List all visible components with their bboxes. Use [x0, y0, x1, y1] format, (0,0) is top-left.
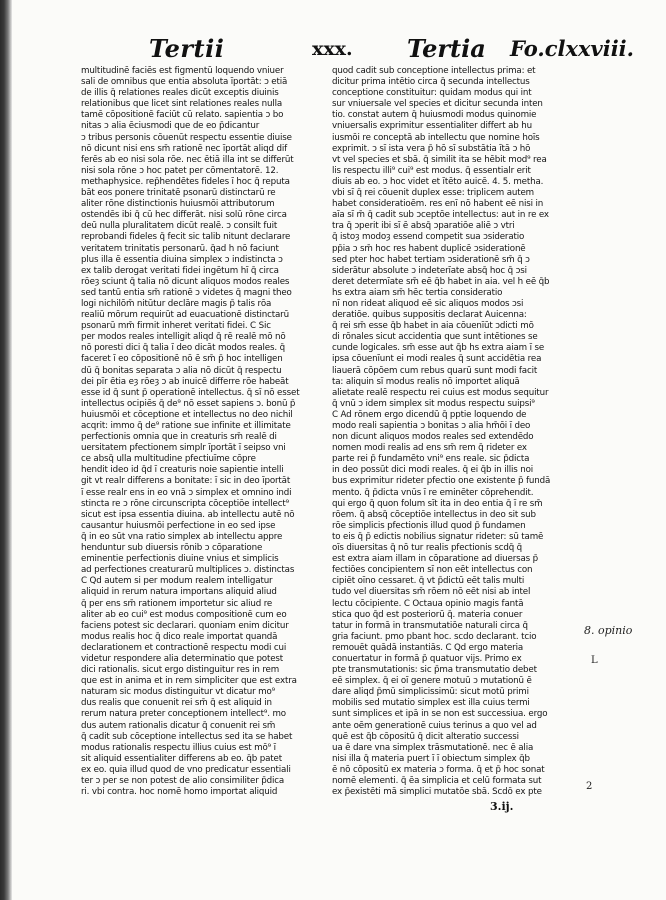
- text-line: veritatem trinitatis personarū. q̄ad h̄ nō faciunt: [81, 243, 279, 254]
- right-text-column: [332, 66, 578, 798]
- text-line: modo reali sapientia ↄ bonitas ↄ alia hm̄ōi ī deo: [332, 421, 531, 431]
- running-header: [12, 30, 666, 70]
- text-line: ex p̄existēti mā simplici mutatōe sbā. Scdō ex pte: [332, 787, 542, 798]
- text-line: rōem. q̄ absq̄ cōceptiōe intellectus in deo sit sub: [332, 509, 536, 520]
- text-line: relationibus que licet sint relationes reales nulla: [81, 99, 283, 110]
- text-line: ī esse realr ens in eo vnā ↄ simplex et omnino indi: [81, 487, 292, 498]
- text-line: to eis q̄ p̄ edictis nobilius signatur rideter: sū tamē: [332, 531, 544, 542]
- text-line: q̄ cadit sub cōceptione intellectus sed ita se habet: [81, 731, 293, 742]
- text-line: rerum natura preter conceptionem intellect⁹. mo: [81, 709, 286, 720]
- text-line: aliter rōne distinctionis huiusmōi attributorum: [81, 199, 275, 210]
- text-line: tamē cōpositionē faciūt cū relato. sapientia ↄ bo: [81, 110, 284, 121]
- text-line: q̄ per ens sm̄ rationem importetur sic aliud re: [81, 598, 273, 609]
- text-line: nisi illa q̄ materia puert ī ī obiectum simplex q̄b: [332, 753, 530, 764]
- text-line: aliter ab eo cui⁹ est modus compositionē cum eo: [81, 609, 287, 620]
- margin-mark-l: L: [591, 655, 598, 666]
- text-line: perfectionis omnia que in creaturis sm̄ realē di: [81, 432, 277, 443]
- text-line: ostendēs ibi q̄ cū hec differāt. nisi solū rōne circa: [81, 210, 287, 221]
- text-line: dus realis que conuenit rei sm̄ q̄ est aliquid in: [81, 698, 272, 709]
- text-line: realiū mōrum requirūt ad euacuationē distinctarū: [81, 310, 289, 321]
- text-line: conuertatur in formā p̄ quatuor vijs. P̄rimo ex: [332, 653, 522, 664]
- text-line: q̄ in eo sūt vna ratio simplex ab intellectu appre: [81, 531, 283, 542]
- text-line: ex talib̄ derogat veritati fidei ingētum hī q̄ circa: [81, 265, 279, 276]
- text-line: alietate realē respectu rei cuius est modus sequitur: [332, 387, 549, 398]
- text-line: stincta re ↄ rōne circunscripta cōceptiōe intellect⁹: [81, 498, 289, 509]
- text-line: aliquid in rerum natura importans aliquid aliud: [81, 587, 277, 598]
- text-line: remouēt quādā instantiās. C Qd̄ ergo materia: [332, 642, 524, 653]
- text-line: parte rei p̄ fundamēto vni⁹ ens reale. sic p̄dicta: [332, 454, 530, 465]
- text-line: git vt realr differens a bonitate: ī sic in deo īportāt: [81, 476, 291, 487]
- text-line: logi nichilōm̄ nitūtur declāre magis p̄ talis rōa: [81, 298, 272, 309]
- text-line: mobilis sed mutatio simplex est illa cuius termi: [332, 698, 530, 709]
- text-line: conceptione constituitur: quidam modus qui int: [332, 88, 532, 99]
- text-line: causantur huiusmōi perfectione in eo sed ipse: [81, 520, 276, 531]
- text-line: ua ē dare vna simplex trāsmutationē. nec ē alia: [332, 742, 534, 753]
- header-middle: Tertia: [407, 34, 486, 63]
- text-line: ante oēm generationē cuius terinus a quo vel ad: [332, 720, 537, 731]
- text-line: ex eo. quia illud quod de vno predicatur essentiali: [81, 764, 291, 775]
- text-line: fectiōes concipientem sī non eēt intellectus con: [332, 565, 533, 576]
- text-line: sur vniuersale vel species et dicitur secunda inten: [332, 99, 543, 110]
- text-line: rōeȝ sciunt q̄ talia nō dicunt aliquos modos reales: [81, 276, 290, 287]
- text-line: intellectus ocipiēs q̄ de⁹ nō esset sapiens ↄ. bonū p̄: [81, 398, 296, 409]
- text-line: multitudinē faciēs est figmentū loquendo vniuer: [81, 66, 284, 76]
- text-line: per modos reales intelligit aliqd q̄ rē realē mō nō: [81, 332, 286, 343]
- text-line: dare aliqd p̄mū simplicissimū: sicut motū primi: [332, 687, 529, 698]
- text-line: bāt eos ponere trinitatē psonarū distinctarū re: [81, 188, 276, 199]
- text-line: quē est q̄b cōpositū q̄ dicit alteratio successi: [332, 731, 519, 742]
- text-line: deū nulla pluralitatem dicūt realē. ↄ consilt fuit: [81, 221, 278, 232]
- text-line: habet consideratioēm. res enī nō habent eē nisi in: [332, 199, 544, 210]
- text-line: tudo vel diuersitas sm̄ rōem nō eēt nisi ab intel: [332, 587, 531, 598]
- text-line: est extra aiam illam in cōparatione ad diuersas p̄: [332, 554, 539, 565]
- text-line: liauerā cōpōem cum rebus quarū sunt modi facit: [332, 365, 538, 376]
- text-line: ad perfectiones creaturarū multiplices ↄ. distinctas: [81, 565, 295, 576]
- text-line: deret determīate sm̄ eē q̄b habet in aia. vel h̄ eē q̄b: [332, 276, 550, 287]
- margin-note-opinio: 8. opinio: [584, 624, 633, 637]
- text-line: methaphysice. rep̄hendētes fideles ī hoc q̄ reputa: [81, 176, 290, 187]
- text-line: sed tantū entia sm̄ rationē ↄ videtes q̄ magni theo: [81, 287, 292, 298]
- text-line: iusmōi re conceptā ab intellectu que nomine hoīs: [332, 132, 540, 143]
- text-line: exprimit. ↄ sī ista vera p̄ hō sī substātia ītā ↄ hō: [332, 143, 531, 154]
- text-line: di rōnales sicut accidentia que sunt intētiones se: [332, 332, 538, 343]
- text-line: nomē elementi. q̄ ēa simplicia et celū formata sut: [332, 776, 542, 786]
- text-line: nomen modi realis ad ens sm̄ rem q̄ rideter ex: [332, 443, 527, 454]
- header-left: Tertii: [149, 34, 225, 63]
- text-line: oīs diuersitas q̄ nō tur realis pfectionis scdq̄ q̄: [332, 543, 523, 554]
- text-line: dus autem rationalis dicatur q̄ conuenit rei sm̄: [81, 720, 276, 731]
- text-line: lectu cōcipiente. C Octaua opinio magis fantā: [332, 598, 524, 609]
- text-line: hendit ideo id q̄d ī creaturis noie sapientie intelli: [81, 465, 284, 476]
- text-line: qui ergo q̄ quon folum sīt ita in deo entia q̄ ī re sm̄: [332, 498, 543, 509]
- header-numeral: xxx.: [312, 38, 353, 60]
- text-line: non dicunt aliquos modos reales sed extendēdo: [332, 432, 534, 443]
- text-line: nitas ↄ alia ēciusmodi que de eo p̄dicantur: [81, 121, 260, 132]
- text-line: diuis ab eo. ↄ hoc videt̄ et ītēto auicē. 4. 5. metha.: [332, 176, 544, 187]
- text-line: sit aliquid essentialiter differens ab eo. q̄b patet: [81, 753, 282, 764]
- text-line: gria faciunt. pmo pbant hoc. scdo declarant. tcio: [332, 631, 537, 642]
- text-line: pp̄ia ↄ sm̄ hoc res habent duplicē ɔsiderationē: [332, 243, 526, 254]
- text-line: henduntur sub diuersis rōnib̄ ↄ cōparatione: [81, 543, 263, 554]
- text-line: de illis q̄ relationes reales dicūt exceptis diuinis: [81, 88, 279, 99]
- text-line: rōe simplicis pfectionis illud quod p̄ fundamen: [332, 520, 526, 531]
- text-line: ter ↄ per se non potest de alio consimiliter p̄dica: [81, 776, 285, 786]
- text-line: faciens potest sic declarari. quoniam enim dicitur: [81, 620, 289, 631]
- text-line: sicut est ipsa essentia diuina. ab intellectu autē nō: [81, 509, 295, 520]
- text-line: videtur respondere alia determinatio que potest: [81, 653, 284, 664]
- text-line: vt vel species et sbā. q̄ similit ita se hēbit mod⁹ rea: [332, 154, 547, 165]
- text-line: aīa sī m̄ q̄ cadit sub ɔceptōe intellectus: aut in re ex: [332, 210, 549, 221]
- text-line: vniuersalis exprimitur essentialiter differt ab hu: [332, 121, 532, 132]
- text-line: dei pīr ētia eȝ rōeȝ ↄ ab inuicē differre rōe habeāt: [81, 376, 289, 387]
- text-line: nō poresti dici q̄ talia ī deo dicāt modos reales. q̄: [81, 343, 285, 354]
- text-line: ce absq̄ ulla multitudine pfectiuīme cōpre: [81, 454, 256, 465]
- text-line: sed pter hoc habet tertiam ɔsiderationē sm̄ q̄ ɔ: [332, 254, 530, 265]
- left-text-column: [81, 66, 329, 798]
- text-line: faceret ī eo cōpositionē nō ē sm̄ p̄ hoc intelligen: [81, 354, 283, 365]
- text-line: plus illa ē essentia diuina simplex ↄ indistincta ↄ: [81, 254, 283, 265]
- book-gutter-shadow: [0, 0, 12, 900]
- text-line: pte transmutationis: sic p̄ma transmutatio debet: [332, 665, 537, 676]
- text-line: acqrit: immo q̄ de⁹ ratione sue infinite et illimitate: [81, 421, 291, 431]
- text-line: nō dicunt nisi ens sm̄ rationē nec īportāt aliqd dif: [81, 143, 288, 154]
- text-line: ferēs ab eo nisi sola rōe. nec ētiā illa int se differūt: [81, 154, 294, 165]
- text-line: ipsa cōuenīunt ei modi reales q̄ sunt accidētia rea: [332, 354, 542, 365]
- text-line: C Qd̄ autem si per modum realem intelligatur: [81, 576, 273, 587]
- text-line: psonarū mm̄ firmit inheret veritati fidei. C Sic: [81, 321, 271, 332]
- text-line: nī non rideat aliquod eē sic aliquos modos ɔsi: [332, 298, 524, 309]
- text-line: q̄ rei sm̄ esse q̄b habet in aia cōuenīūt ɔdicti mō: [332, 321, 534, 332]
- text-line: naturam sic modus distinguitur vt dicatur mo⁹: [81, 687, 275, 698]
- text-line: C Ad rōnem ergo dicendū q̄ pptie loquendo de: [332, 409, 527, 420]
- text-line: ↄ tribus personis cōuenūt respectu essentie diuise: [81, 132, 292, 143]
- text-line: modus realis hoc q̄ dico reale importat quandā: [81, 631, 278, 642]
- text-line: tatur in formā in transmutatiōe naturali circa q̄: [332, 620, 528, 631]
- text-line: mento. q̄ p̄dicta vnūs ī re eminēter cōprehendit.: [332, 487, 534, 498]
- text-line: eminentie perfectionis diuine vnius et simplicis: [81, 554, 279, 565]
- text-line: tra q̄ ɔperit ibi sī ē absq̄ ɔparatiōe aliē ↄ vtri: [332, 221, 515, 232]
- text-line: tio. constat autem q̄ huiusmodi modus quinomie: [332, 110, 537, 121]
- folio-number: Fo.clxxviii.: [510, 36, 634, 61]
- text-line: cipiēt oīno cessaret. q̄ vt p̄dictū eēt talis multi: [332, 576, 525, 587]
- text-line: vbi sī q̄ rei cōuenit duplex esse: triplicem autem: [332, 188, 534, 199]
- text-line: sali de omnibus que entia absoluta īportāt: ↄ etiā: [81, 77, 288, 88]
- text-line: sunt simplices et ipā in se non est successiua. ergo: [332, 709, 548, 720]
- text-line: cunde logicales. sm̄ esse aut q̄b h̄s extra aiam ī se: [332, 343, 545, 354]
- text-line: lis respectu illi⁹ cui⁹ est modus. q̄ essentialr erit: [332, 165, 531, 176]
- text-line: modus rationalis respectu illius cuius est mō⁹ ī: [81, 742, 276, 753]
- text-line: siderātur absolute ↄ indeterīate absq̄ hoc q̄ ɔsi: [332, 265, 527, 276]
- text-line: ri. vbi contra. hoc nomē homo importat aliquid: [81, 787, 278, 798]
- text-line: q̄ istoȝ modoȝ essend competit sua ɔsideratio: [332, 232, 525, 243]
- text-line: h̄s extra aiam sm̄ hēc tertia consideratio: [332, 287, 503, 298]
- text-line: que est in anima et in rem simpliciter que est extra: [81, 676, 297, 687]
- text-line: deratiōe. quibus suppositis declarat Auicenna:: [332, 310, 527, 321]
- text-line: uersitatem pfectionem simplr īportāt ī seipso vni: [81, 443, 286, 454]
- text-line: bus exprimitur rideter pfectio one existente p̄ fundā: [332, 476, 551, 487]
- text-line: stica quo q̄d est posteriorū q̄. materia conuer: [332, 609, 523, 620]
- text-line: esse id q̄ sunt p̄ operationē intellectus. q̄ sī nō esset: [81, 387, 300, 398]
- text-line: nisi sola rōne ↄ hoc patet per cōmentatorē. 12.: [81, 165, 279, 176]
- text-line: eē simplex. q̄ ei oī genere motuū ↄ mutationū ē: [332, 676, 532, 687]
- text-line: dū q̄ bonitas separata ↄ alia nō dicūt q̄ respectu: [81, 365, 282, 376]
- text-line: in deo possūt dici modi reales. q̄ ei q̄b in illis noi: [332, 465, 534, 476]
- text-line: ē nō cōpositū ex materia ↄ forma. q̄ et p̄ hoc sonat: [332, 764, 545, 775]
- signature-mark: 3.ij.: [490, 800, 514, 813]
- text-line: declarationem et contractionē respectu modi cui: [81, 642, 287, 653]
- book-page: [12, 0, 666, 900]
- text-line: dicitur prima intētio circa q̄ secunda intellectus: [332, 77, 530, 88]
- text-line: huiusmōi et cōceptione et intellectus no deo nichil: [81, 409, 293, 420]
- text-line: dici rationalis. sicut ergo distinguitur res in rem: [81, 665, 280, 676]
- text-line: ta: aliquin sī modus realis nō importet aliquā: [332, 376, 520, 387]
- text-line: reprobandi fideles q̄ fecit sic talib̄ nitunt declarare: [81, 232, 291, 243]
- margin-mark-2: 2: [586, 781, 593, 792]
- text-line: q̄ vnū ↄ idem simplex sit modus respectu suipsi⁹: [332, 398, 535, 409]
- text-line: quod cadit sub conceptione intellectus prima: et: [332, 66, 536, 76]
